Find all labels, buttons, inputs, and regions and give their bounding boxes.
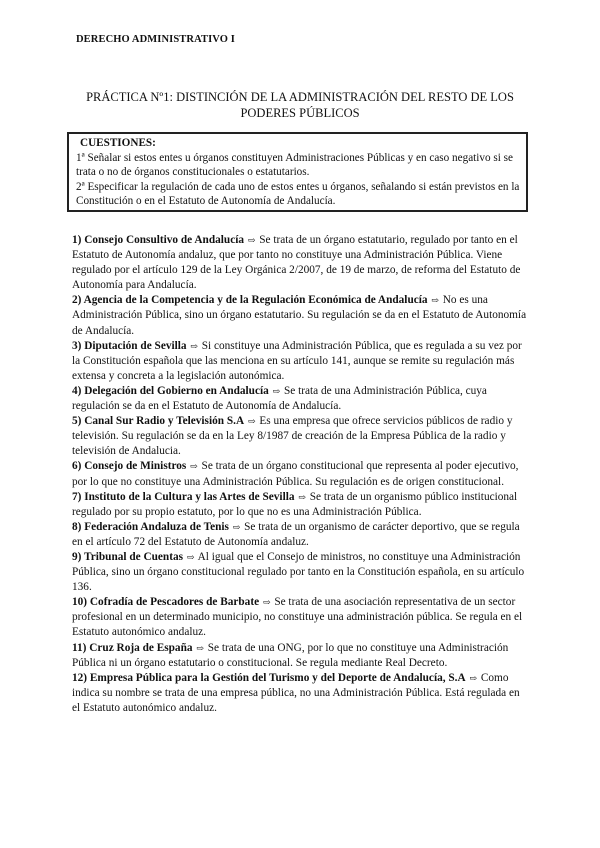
answers-list <box>72 233 528 716</box>
list-item <box>72 414 528 459</box>
list-item <box>72 641 528 671</box>
arrow-icon: ⇨ <box>186 551 195 562</box>
arrow-icon: ⇨ <box>298 491 306 502</box>
list-item <box>72 550 528 595</box>
item-name: 3) Diputación de Sevilla <box>72 339 187 352</box>
item-text: Se trata de una Administración Pública, cuya regulación se da en el Estatuto de Autonomía de Andalucía. <box>72 384 487 413</box>
list-item <box>72 233 528 293</box>
arrow-icon: ⇨ <box>247 416 256 427</box>
item-name: 6) Consejo de Ministros <box>72 460 187 473</box>
item-name: 12) Empresa Pública para la Gestión del Turismo y del Deporte de Andalucía, S.A <box>72 671 466 684</box>
list-item <box>72 293 528 338</box>
question-2: 2ª Especificar la regulación de cada uno de estos entes u órganos, señalando si están previstos en la Constitución o en el Estatuto de Autonomía de Andalucía. <box>76 180 520 208</box>
item-text: Se trata de un organismo público institucional regulado por su propio estatuto, por lo que no es una Administración Pública. <box>72 490 518 518</box>
item-name: 8) Federación Andaluza de Tenis <box>72 520 229 533</box>
question-1: 1ª Señalar si estos entes u órganos constituyen Administraciones Públicas y en caso negativo si se trata o no de órganos constitucionales o estatutarios. <box>76 151 513 179</box>
item-text: Se trata de una asociación representativa de un sector profesional en un determinado municipio, no constituye una administración pública. Se regula en el Estatuto autonómico andaluz. <box>72 596 523 639</box>
arrow-icon: ⇨ <box>247 235 256 245</box>
list-item <box>72 339 528 384</box>
item-text: Si constituye una Administración Pública, que es regulada a su vez por la Constitución española que las menciona en su artículo 141, aunque se remite su regulación más extensa y concreta a la legislación autonómica. <box>72 339 522 382</box>
list-item <box>72 459 528 489</box>
arrow-icon: ⇨ <box>262 597 271 608</box>
item-name: 11) Cruz Roja de España <box>72 641 193 654</box>
questions-heading: CUESTIONES: <box>80 137 156 149</box>
arrow-icon: ⇨ <box>196 642 204 653</box>
list-item <box>72 671 528 716</box>
item-name: 7) Instituto de la Cultura y las Artes de Sevilla <box>72 490 295 503</box>
item-text: Se trata de una ONG, por lo que no constituye una Administración Pública ni un órgano estatutario o constitucional. Se regula mediante Real Decreto. <box>72 641 509 669</box>
arrow-icon: ⇨ <box>469 672 478 683</box>
arrow-icon: ⇨ <box>190 461 198 472</box>
arrow-icon: ⇨ <box>190 340 198 351</box>
item-text: Es una empresa que ofrece servicios públicos de radio y televisión. Su regulación se da en la Ley 8/1987 de creación de la Empresa Pública de la radio y televisión de Andalucia. <box>72 415 513 458</box>
item-text: No es una Administración Pública, sino un órgano estatutario. Su regulación se da en el Estatuto de Autonomía de Andalucía. <box>72 294 527 337</box>
list-item <box>72 520 528 550</box>
list-item <box>72 595 528 640</box>
item-name: 5) Canal Sur Radio y Televisión S.A <box>72 415 245 428</box>
item-text: Se trata de un organismo de carácter deportivo, que se regula en el artículo 72 del Estatuto de Autonomía andaluz. <box>72 520 520 548</box>
item-text: Se trata de un órgano estatutario, regulado por tanto en el Estatuto de Autonomía andaluz, que por tanto no constituye una Administración Pública. Viene regulado por el artículo 129 de la Ley Orgánica 2/2007, de 19 de marzo, de reforma del Estatuto de Autonomía para Andalucía. <box>72 234 521 292</box>
item-text: Se trata de un órgano constitucional que representa al poder ejecutivo, por lo que no constituye una Administración Pública. Su regulación es de origen constitucional. <box>72 460 519 488</box>
arrow-icon: ⇨ <box>272 385 281 396</box>
item-name: 4) Delegación del Gobierno en Andalucía <box>72 384 269 397</box>
course-header: DERECHO ADMINISTRATIVO I <box>76 34 235 45</box>
practice-title: PRÁCTICA Nº1: DISTINCIÓN DE LA ADMINISTRACIÓN DEL RESTO DE LOS PODERES PÚBLICOS <box>86 90 514 120</box>
list-item <box>72 384 528 414</box>
item-text: Al igual que el Consejo de ministros, no constituye una Administración Pública, sino un órgano constitucional regulado por tanto en la Constitución española, en su artículo 136. <box>72 550 525 594</box>
item-text: Como indica su nombre se trata de una empresa pública, no una Administración Pública. Está regulada en el Estatuto autonómico andaluz. <box>72 671 520 714</box>
item-name: 9) Tribunal de Cuentas <box>72 550 184 563</box>
questions-box <box>67 132 528 212</box>
arrow-icon: ⇨ <box>232 521 241 532</box>
item-name: 2) Agencia de la Competencia y de la Regulación Económica de Andalucía <box>72 294 428 307</box>
item-name: 1) Consejo Consultivo de Andalucía <box>72 234 244 246</box>
list-item <box>72 490 528 520</box>
item-name: 10) Cofradía de Pescadores de Barbate <box>72 596 260 609</box>
arrow-icon: ⇨ <box>431 295 439 306</box>
